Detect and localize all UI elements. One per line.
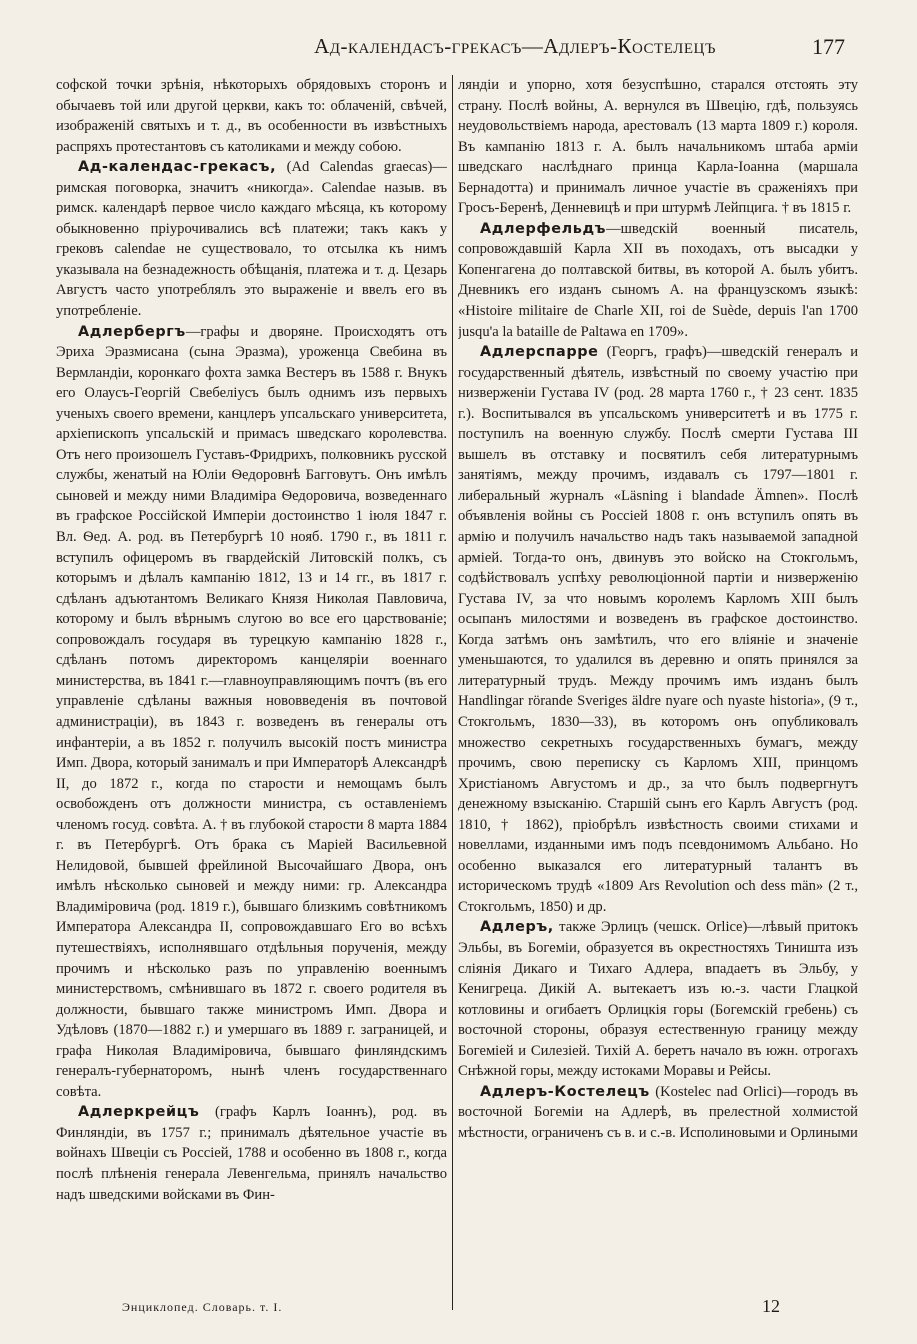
right-column	[458, 75, 858, 1285]
entry-text: также Эрлицъ (чешск. Orlice)—лѣвый притокъ Эльбы, въ Богеміи, образуется въ окрестностяхъ Тиништа изъ сліянія Дикаго и Тихаго Адлера, впадаетъ въ Эльбу, у Кенигреца. Дикій А. вытекаетъ изъ ю.-з. части Глацкой котловины и огибаетъ Орлицкія горы (Богемскій гребень) съ восточной стороны, образуя естественную границу между Богеміей и Силезіей. Тихій А. беретъ начало въ южн. отрогахъ Снѣжной горы, между истоками Моравы и Рейсы.	[458, 919, 858, 1080]
entry-text: ляндіи и упорно, хотя безуспѣшно, старался отстоять эту страну. Послѣ войны, А. вернулся въ Швецію, гдѣ, пользуясь неудовольствіемъ народа, арестовалъ (13 марта 1809 г.) короля. Въ кампанію 1813 г. А. былъ начальникомъ штаба арміи шведскаго наслѣднаго принца Карла-Іоанна (маршала Бернадотта) и принималъ личное участіе въ сраженіяхъ при Гросъ-Беренѣ, Денневицѣ и при штурмѣ Лейпцига. † въ 1815 г.	[458, 77, 858, 217]
entry-paragraph	[56, 157, 447, 321]
entry-headword: Адлерспарре	[480, 344, 599, 361]
entry-text: —графы и дворяне. Происходятъ отъ Эриха Эразмисана (сына Эразма), уроженца Свебина въ Вермландіи, коронкаго фохта замка Вестеръ въ 1588 г. Внукъ его Олаусъ-Георгій Свебеліусъ былъ однимъ изъ первыхъ ученыхъ своего времени, канцлеръ упсальскаго университета, архіепископъ упсальскій и примасъ шведскаго королевства. Отъ него произошелъ Густавъ-Фридрихъ, полковникъ русской службы, женатый на Юліи Ѳедоровнѣ Багговутъ. Онъ имѣлъ сыновей и между ними Владиміра Ѳедоровича, возведеннаго въ графское Россійской Имперіи достоинство 1 іюля 1847 г. Вл. Ѳед. А. род. въ Петербургѣ 10 нояб. 1790 г., въ 1811 г. вступилъ офицеромъ въ гвардейскій Литовскій полкъ, съ которымъ и дѣлалъ кампанію 1812, 13 и 14 гг., въ 1817 г. сдѣланъ адъютантомъ Великаго Князя Николая Павловича, которому и былъ вѣрнымъ слугою во все его царствованіе; сопровождалъ государя въ турецкую кампанію 1828 г., сдѣланъ потомъ директоромъ канцеляріи военнаго министерства, въ 1841 г.—главноуправляющимъ почтъ (въ его управленіе сдѣланы важныя нововведенія въ почтовой администраціи), въ 1843 г. возведенъ въ генералы отъ инфантеріи, а въ 1852 г. получилъ высокій постъ министра Имп. Двора, который занималъ и при Императорѣ Александрѣ II, до 1872 г., когда по старости и немощамъ былъ освобожденъ отъ должности министра, съ оставленіемъ членомъ госуд. совѣта. А. † въ глубокой старости 8 марта 1884 г. въ Петербургѣ. Отъ брака съ Маріей Васильевной Нелидовой, бывшей фрейлиной Высочайшаго Двора, онъ имѣлъ нѣсколько сыновей и между ними: гр. Александра Владиміровича (род. 1819 г.), бывшаго близкимъ совѣтникомъ Императора Александра II, сопровождавшаго Его во всѣхъ путешествіяхъ, исполнявшаго отдѣльныя порученія, между прочимъ и нѣсколько разъ по управленію военнымъ министерствомъ, смѣнившаго въ 1872 г. своего родителя въ должности, бывшаго также министромъ Имп. Двора и Удѣловъ (1870—1882 г.) и умершаго въ 1889 г. заграницей, и графа Николая Владиміровича, бывшаго финляндскимъ генералъ-губернаторомъ, нынѣ членъ государственнаго совѣта.	[56, 323, 447, 1100]
entry-headword: Адлеркрейцъ	[78, 1104, 200, 1121]
entry-paragraph	[56, 1102, 447, 1205]
running-head	[0, 34, 917, 64]
page-number: 177	[812, 34, 845, 59]
left-column	[56, 75, 447, 1285]
entry-paragraph	[56, 75, 447, 157]
entry-paragraph	[458, 917, 858, 1081]
entry-headword: Ад-календас-грекасъ,	[78, 159, 277, 176]
sheet-number: 12	[762, 1296, 780, 1316]
entry-paragraph	[458, 219, 858, 342]
entry-text: (Ad Calendas graecas)—римская поговорка, значитъ «никогда». Calendae назыв. въ римск. календарѣ первое число каждаго мѣсяца, къ которому обыкновенно пріурочивались всѣ платежи; такъ какъ у грековъ calendae не существовало, то отсылка къ нимъ указывала на безнадежность обѣщанія, платежа и т. д. Цезарь Августъ часто употреблялъ это выраженіе и ввелъ его въ употребленіе.	[56, 159, 447, 320]
entry-paragraph	[458, 1082, 858, 1144]
entry-headword: Адлербергъ	[78, 323, 186, 340]
entry-headword: Адлерфельдъ	[480, 220, 607, 237]
entry-paragraph	[458, 342, 858, 917]
entry-text: (Георгъ, графъ)—шведскій генералъ и государственный дѣятель, извѣстный по своему участію при низверженіи Густава IV (род. 28 марта 1760 г., † 23 сент. 1835 г.). Воспитывался въ упсальскомъ университетѣ и въ 1775 г. поступилъ на военную службу. Послѣ смерти Густава III вышелъ въ отставку и посвятилъ себя литературнымъ занятіямъ, между прочимъ, издавалъ съ 1797—1801 г. либеральный журналъ «Läsning i blandade Ämnen». Послѣ объявленія войны съ Россіей 1808 г. онъ вступилъ опять въ армію и получилъ начальство надъ такъ называемой западной арміей. Тогда-то онъ, двинувъ это войско на Стокгольмъ, содѣйствовалъ успѣху революціонной партіи и низверженію Густава IV, за что новымъ королемъ Карломъ XIII былъ осыпанъ милостями и возведенъ въ графское достоинство. Когда затѣмъ онъ замѣтилъ, что его вліяніе и значеніе уменьшаются, то удалился въ деревню и опять принялся за литературный трудъ. Между прочимъ имъ изданъ былъ Handlingar rörande Sveriges äldre nyare och nyaste historia», (9 т., Стокгольмъ, 1830—33), въ которомъ онъ опубликовалъ множество секретныхъ государственныхъ бумагъ, между прочимъ, свою переписку съ Карломъ XIII, принцомъ Христіаномъ Августомъ и др., за что былъ подвергнутъ денежному взысканію. Старшій сынъ его Карлъ Августъ (род. 1810, † 1862), пріобрѣлъ извѣстность своими стихами и новеллами, изданными имъ подъ псевдонимомъ Альбано. Но особенно выказался его литературный талантъ въ историческомъ трудѣ «1809 Ars Revolution och dess män» (2 т., Стокгольмъ, 1850) и др.	[458, 344, 858, 915]
entry-paragraph	[56, 322, 447, 1103]
entry-headword: Адлеръ,	[480, 919, 554, 936]
entry-text: софской точки зрѣнія, нѣкоторыхъ обрядовыхъ сторонъ и обычаевъ той или другой церкви, какъ то: облаченій, свѣчей, изображеній святыхъ и т. д., въ особенности въ извѣстныхъ распряхъ протестантовъ съ католиками и между собою.	[56, 77, 447, 155]
column-divider	[452, 75, 453, 1310]
running-head-title: Ад-календасъ-грекасъ—Адлеръ-Костелецъ	[314, 34, 716, 58]
entry-text: (графъ Карлъ Іоаннъ), род. въ Финляндіи, въ 1757 г.; принималъ дѣятельное участіе въ войнахъ Швеціи съ Россіей, 1788 и особенно въ 1808 г., когда послѣ плѣненія генерала Левенгельма, принялъ начальство надъ шведскими войсками въ Фин-	[56, 1104, 447, 1203]
entry-headword: Адлеръ-Костелецъ	[480, 1083, 650, 1100]
footer-signature: Энциклопед. Словарь. т. I.	[122, 1300, 283, 1314]
entry-paragraph	[458, 75, 858, 219]
entry-text: (Kostelec nad Orlici)—городъ въ восточной Богеміи на Адлерѣ, въ прелестной холмистой мѣстности, ограниченъ съ в. и с.-в. Исполиновыми и Орлиными	[458, 1083, 858, 1141]
entry-text: —шведскій военный писатель, сопровождавшій Карла XII въ походахъ, отъ высадки у Копенгагена до полтавской битвы, въ которой А. былъ убитъ. Дневникъ его изданъ сыномъ А. на французскомъ языкѣ: «Histoire militaire de Charle XII, roi de Suède, depuis l'an 1700 jusqu'a la bataille de Paltawa en 1709».	[458, 220, 858, 340]
